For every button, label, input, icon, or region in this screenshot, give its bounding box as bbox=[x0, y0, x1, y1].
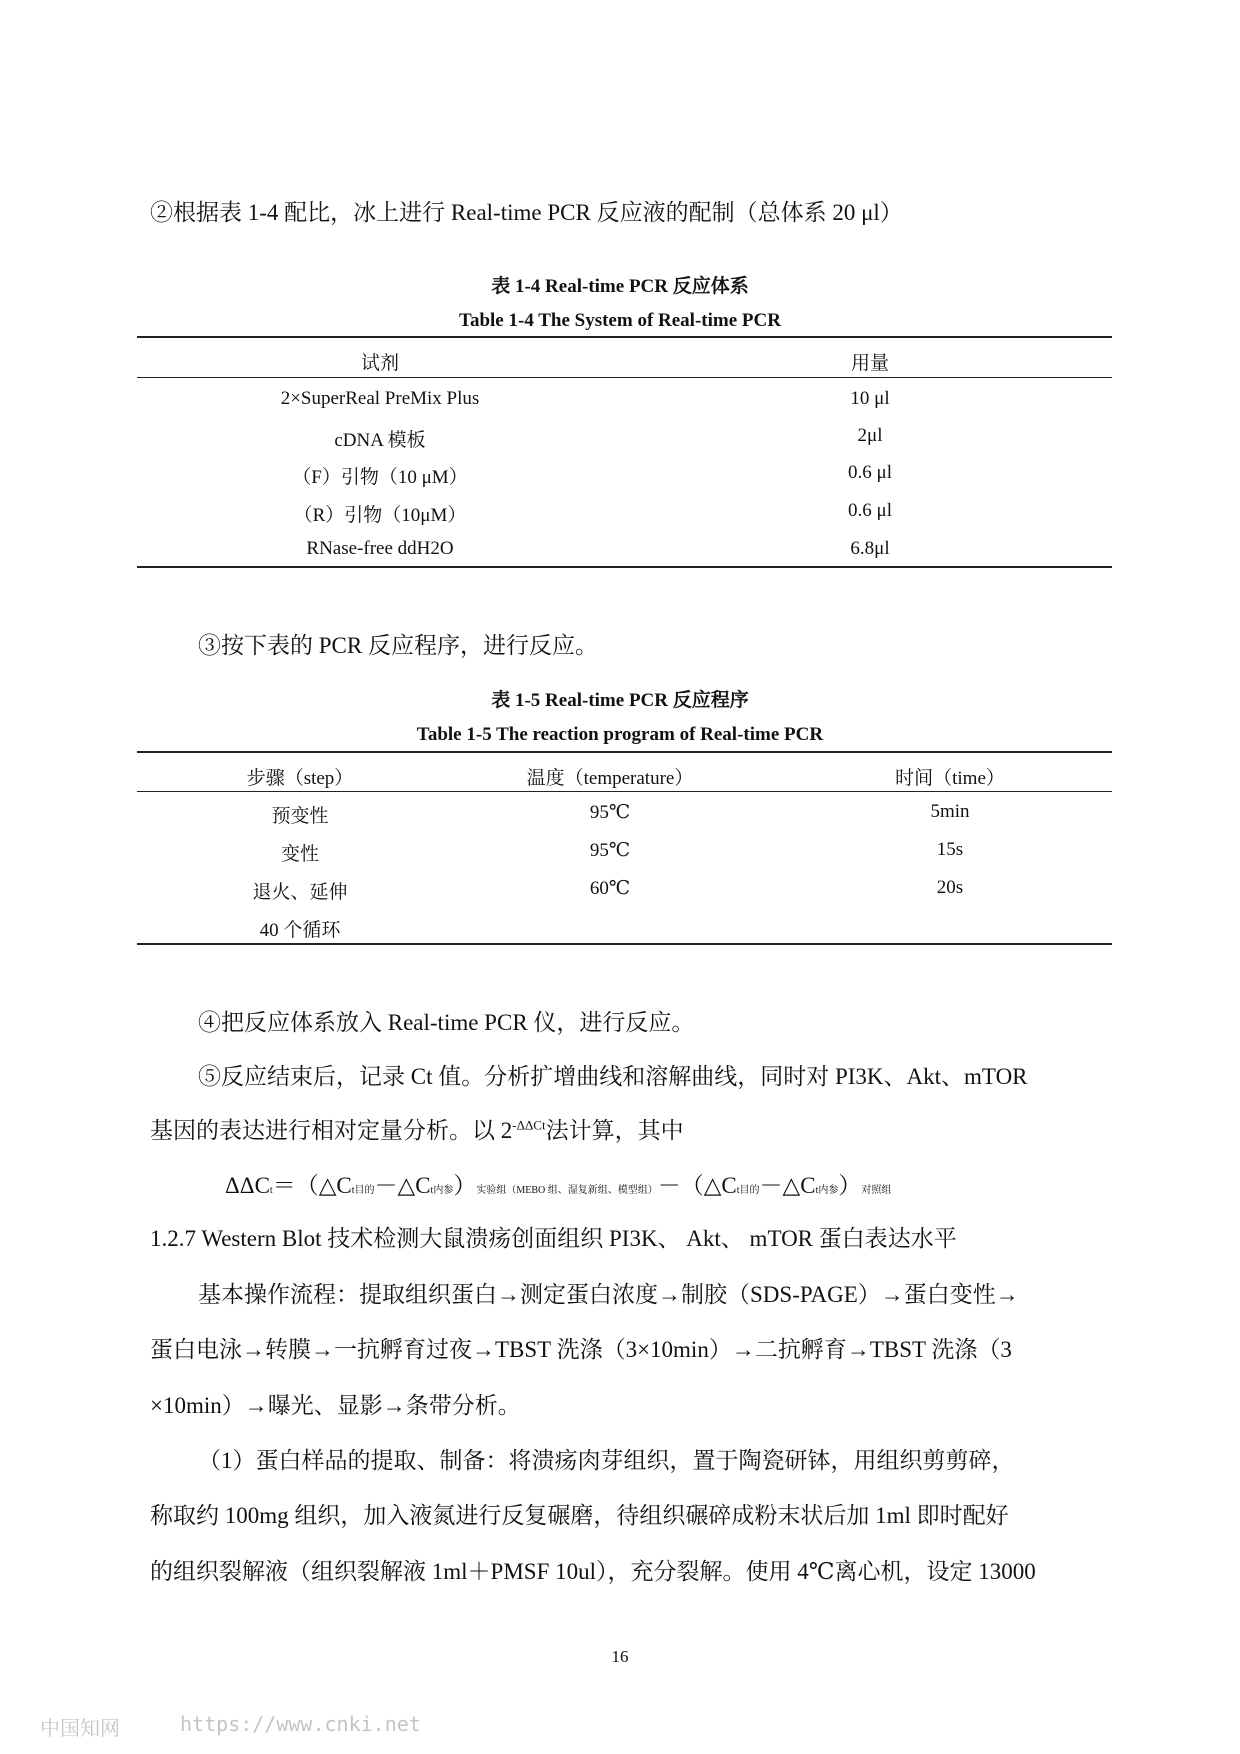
formula-minus: －△C bbox=[759, 1173, 816, 1198]
table4-row2-reagent: cDNA 模板 bbox=[334, 430, 426, 451]
table5-header-rule bbox=[137, 791, 1112, 792]
formula-ddct bbox=[225, 1167, 891, 1200]
table5-header-temperature: 温度（temperature） bbox=[526, 768, 694, 789]
table4-header-amount: 用量 bbox=[850, 353, 889, 374]
table4-top-rule bbox=[137, 336, 1112, 338]
paragraph-step4: ④把反应体系放入 Real-time PCR 仪，进行反应。 bbox=[198, 1010, 695, 1035]
step5-text-a: 基因的表达进行相对定量分析。以 2 bbox=[150, 1118, 513, 1143]
table5-caption-cn: 表 1-5 Real-time PCR 反应程序 bbox=[491, 690, 749, 711]
table4-header-reagent: 试剂 bbox=[360, 353, 399, 374]
table5-row1-time: 5min bbox=[930, 801, 970, 822]
table5-row1-step: 预变性 bbox=[271, 806, 329, 827]
table5-row2-time: 15s bbox=[936, 839, 964, 860]
formula-sub-t: t bbox=[269, 1185, 273, 1196]
table4-row1-reagent: 2×SuperReal PreMix Plus bbox=[280, 388, 480, 409]
table5-row3-temperature: 60℃ bbox=[589, 878, 631, 899]
formula-sub-ref: 内参 bbox=[818, 1185, 839, 1196]
formula-mid: －（△C bbox=[657, 1173, 737, 1198]
formula-eq: ＝（△C bbox=[272, 1173, 352, 1198]
table5-header-time: 时间（time） bbox=[895, 768, 1005, 789]
table4-row5-amount: 6.8μl bbox=[850, 538, 890, 559]
table5-row3-step: 退火、延伸 bbox=[252, 882, 348, 903]
flow-line2: 蛋白电泳→转膜→一抗孵育过夜→TBST 洗涤（3×10min）→二抗孵育→TBST 洗涤（3 bbox=[150, 1337, 1012, 1362]
formula-sub-t: t bbox=[351, 1185, 355, 1196]
step5-text-b: 法计算，其中 bbox=[545, 1118, 684, 1143]
table4-header-rule bbox=[137, 377, 1112, 378]
formula-sub-t: t bbox=[430, 1185, 434, 1196]
table5-row4-step: 40 个循环 bbox=[259, 920, 341, 941]
heading-1-2-7: 1.2.7 Western Blot 技术检测大鼠溃疡创面组织 PI3K、 Akt、 mTOR 蛋白表达水平 bbox=[150, 1226, 957, 1251]
table5-header-step: 步骤（step） bbox=[246, 768, 354, 789]
paragraph-step5-line1: ⑤反应结束后，记录 Ct 值。分析扩增曲线和溶解曲线，同时对 PI3K、Akt、mTOR bbox=[198, 1064, 1028, 1089]
table4-row5-reagent: RNase-free ddH2O bbox=[306, 538, 454, 559]
formula-sub-t: t bbox=[736, 1185, 740, 1196]
table5-top-rule bbox=[137, 751, 1112, 753]
table4-row3-reagent: （F）引物（10 μM） bbox=[292, 467, 468, 488]
sample-line2: 称取约 100mg 组织，加入液氮进行反复碾磨，待组织碾碎成粉末状后加 1ml 即时配好 bbox=[150, 1503, 1009, 1528]
table4-caption-en: Table 1-4 The System of Real-time PCR bbox=[459, 310, 781, 331]
paragraph-step5-line2 bbox=[150, 1112, 684, 1145]
formula-sub-t: t bbox=[815, 1185, 819, 1196]
table4-row1-amount: 10 μl bbox=[850, 388, 890, 409]
step5-exponent: -ΔΔCt bbox=[512, 1117, 546, 1133]
paragraph-step3: ③按下表的 PCR 反应程序，进行反应。 bbox=[198, 633, 598, 658]
table4-row3-amount: 0.6 μl bbox=[848, 462, 892, 483]
table5-bottom-rule bbox=[137, 943, 1112, 945]
table4-caption-cn: 表 1-4 Real-time PCR 反应体系 bbox=[491, 276, 749, 297]
table5-row2-temperature: 95℃ bbox=[589, 840, 631, 861]
table5-row2-step: 变性 bbox=[280, 844, 319, 865]
table5-row1-temperature: 95℃ bbox=[589, 802, 631, 823]
formula-lhs: ΔΔC bbox=[225, 1173, 270, 1198]
formula-sub-ref: 内参 bbox=[433, 1185, 454, 1196]
table5-caption-en: Table 1-5 The reaction program of Real-time PCR bbox=[416, 724, 824, 745]
formula-sub-target: 目的 bbox=[354, 1185, 375, 1196]
table4-row2-amount: 2μl bbox=[857, 425, 883, 446]
formula-sub-exp-group: 实验组（MEBO 组、湿复新组、模型组） bbox=[476, 1185, 658, 1196]
table4-bottom-rule bbox=[137, 566, 1112, 568]
formula-sub-target: 目的 bbox=[739, 1185, 760, 1196]
paragraph-step2: ②根据表 1-4 配比，冰上进行 Real-time PCR 反应液的配制（总体系 20 μl） bbox=[150, 200, 903, 225]
table5-row3-time: 20s bbox=[936, 877, 964, 898]
table4-row4-reagent: （R）引物（10μM） bbox=[293, 505, 467, 526]
formula-close2: ） bbox=[838, 1173, 862, 1198]
sample-line3: 的组织裂解液（组织裂解液 1ml＋PMSF 10ul），充分裂解。使用 4℃离心机，设定 13000 bbox=[150, 1559, 1036, 1584]
formula-close1: ） bbox=[453, 1173, 477, 1198]
flow-line1: 基本操作流程：提取组织蛋白→测定蛋白浓度→制胶（SDS-PAGE）→蛋白变性→ bbox=[198, 1282, 1019, 1307]
sample-line1: （1）蛋白样品的提取、制备：将溃疡肉芽组织，置于陶瓷研钵，用组织剪剪碎， bbox=[198, 1448, 1015, 1473]
formula-minus: －△C bbox=[374, 1173, 431, 1198]
formula-sub-ctrl-group: 对照组 bbox=[861, 1185, 892, 1196]
flow-line3: ×10min）→曝光、显影→条带分析。 bbox=[150, 1393, 521, 1418]
footer-cnki-logo: 中国知网 bbox=[40, 1716, 120, 1740]
table4-row4-amount: 0.6 μl bbox=[848, 500, 892, 521]
footer-url[interactable]: https://www.cnki.net bbox=[180, 1712, 421, 1736]
page-number: 16 bbox=[611, 1647, 629, 1666]
